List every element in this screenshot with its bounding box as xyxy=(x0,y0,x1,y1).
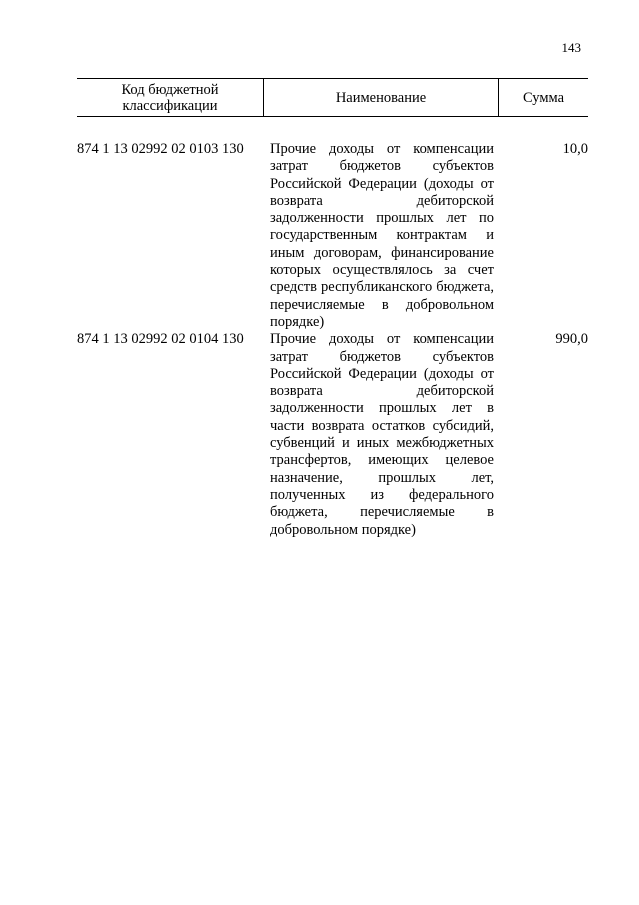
row-code: 874 1 13 02992 02 0103 130 xyxy=(77,141,244,157)
page-number: 143 xyxy=(561,40,581,55)
header-code: Код бюджетной классификации xyxy=(77,79,264,116)
row-name: Прочие доходы от компенсации затрат бюджетов субъектов Российской Федерации (доходы от возврата дебиторской задолженности прошлых лет по государственным контрактам и иным договорам, финансирование которых осуществлялось за счет средств республиканского бюджета, перечисляемые в добровольном порядке) xyxy=(270,141,494,330)
table-row xyxy=(77,331,588,539)
table-body xyxy=(77,117,588,539)
row-code: 874 1 13 02992 02 0104 130 xyxy=(77,331,244,348)
table-header xyxy=(77,78,588,117)
budget-table xyxy=(77,78,588,539)
row-sum: 10,0 xyxy=(562,141,588,157)
header-sum: Сумма xyxy=(522,89,565,106)
row-name: Прочие доходы от компенсации затрат бюджетов субъектов Российской Федерации (доходы от возврата дебиторской задолженности прошлых лет в части возврата остатков субсидий, субвенций и иных межбюджетных трансфертов, имеющих целевое назначение, прошлых лет, полученных из федерального бюджета, перечисляемые в добровольном порядке) xyxy=(270,331,494,538)
header-name: Наименование xyxy=(264,79,499,116)
table-row xyxy=(77,141,588,331)
row-sum: 990,0 xyxy=(555,331,588,348)
